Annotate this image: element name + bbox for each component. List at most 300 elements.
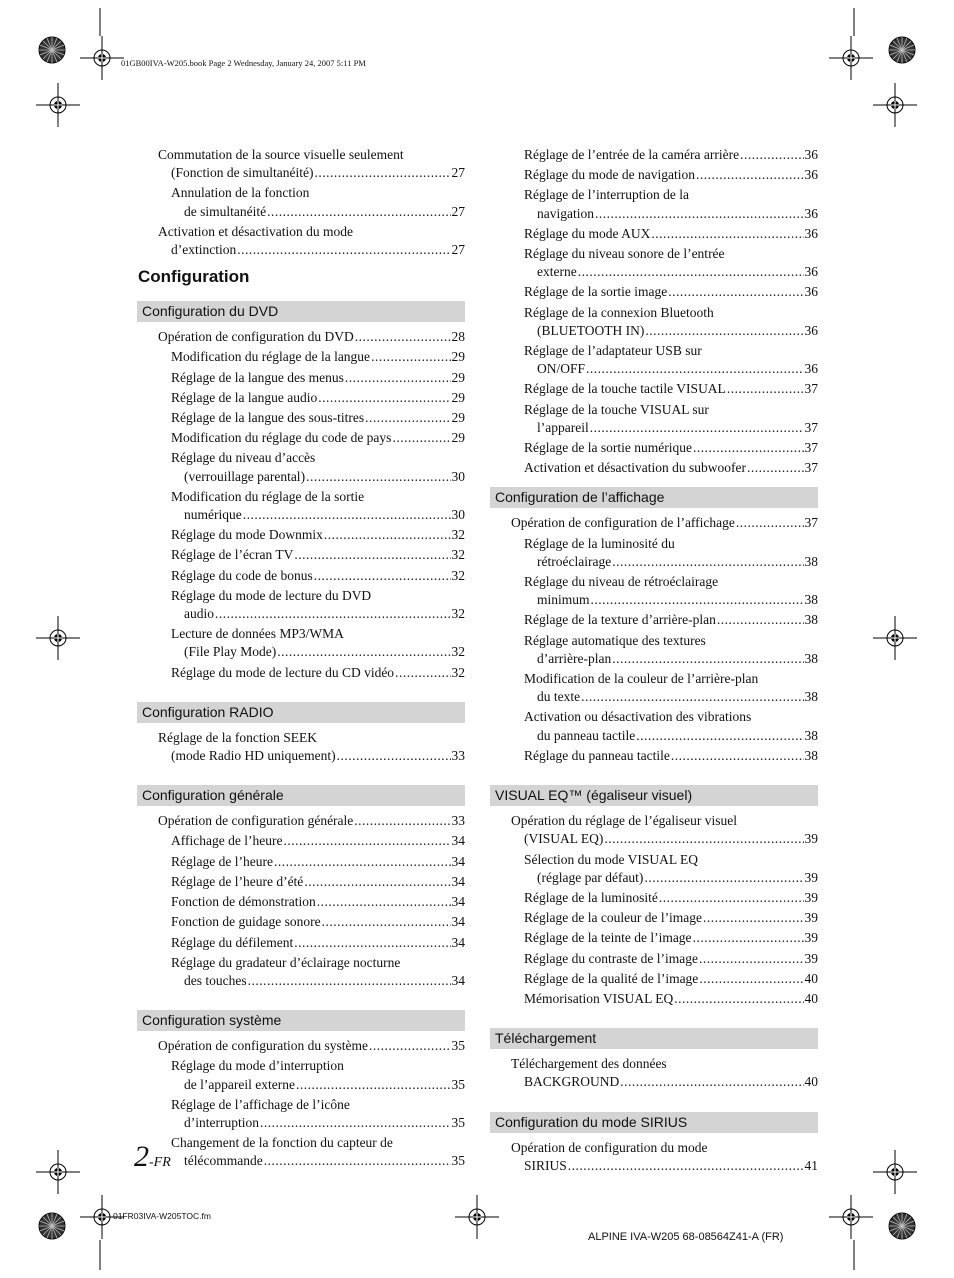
toc-entry bbox=[490, 708, 818, 744]
toc-entry bbox=[490, 1055, 818, 1091]
toc-entry-text: Réglage du code de bonus bbox=[171, 567, 313, 583]
toc-entry bbox=[490, 514, 818, 532]
toc-page-number: 32 bbox=[451, 606, 465, 622]
toc-entry-text: Réglage du mode AUX bbox=[524, 225, 651, 241]
section-heading-bar: Configuration du mode SIRIUS bbox=[490, 1112, 818, 1133]
dot-leader bbox=[595, 205, 804, 223]
toc-page-number: 34 bbox=[451, 894, 465, 910]
toc-entry bbox=[137, 348, 465, 366]
toc-entry bbox=[490, 186, 818, 222]
toc-entry bbox=[490, 439, 818, 457]
toc-entry bbox=[490, 990, 818, 1008]
toc-entry bbox=[137, 223, 465, 259]
toc-entry-text: Réglage du mode d’interruption bbox=[171, 1058, 344, 1074]
starburst-target-icon bbox=[889, 37, 915, 63]
toc-page-number: 27 bbox=[451, 242, 465, 258]
registration-crosshair-icon bbox=[36, 83, 80, 127]
toc-entry-text: BACKGROUND bbox=[524, 1074, 620, 1090]
toc-entry-text: Opération de configuration du DVD bbox=[158, 329, 354, 345]
toc-entry bbox=[137, 893, 465, 911]
toc-page-number: 35 bbox=[451, 1038, 465, 1054]
page-number-digit: 2 bbox=[134, 1140, 149, 1173]
toc-entry-text: Réglage du panneau tactile bbox=[524, 747, 670, 763]
toc-entry-text: Réglage de l’heure bbox=[171, 853, 273, 869]
toc-entry bbox=[137, 488, 465, 524]
toc-entry-text: minimum bbox=[537, 592, 590, 608]
dot-leader bbox=[568, 1157, 804, 1175]
toc-entry bbox=[490, 950, 818, 968]
toc-entry-text: Réglage automatique des textures bbox=[524, 632, 706, 648]
toc-entry bbox=[490, 1139, 818, 1175]
dot-leader bbox=[314, 567, 451, 585]
starburst-target-icon bbox=[39, 1213, 65, 1239]
toc-entry-text: Réglage de l’adaptateur USB sur bbox=[524, 343, 702, 359]
dot-leader bbox=[668, 283, 803, 301]
registration-crosshair-icon bbox=[873, 1150, 917, 1194]
toc-entry bbox=[137, 1057, 465, 1093]
registration-crosshair-icon bbox=[80, 36, 124, 80]
toc-entry-text: Réglage de la teinte de l’image bbox=[524, 930, 692, 946]
toc-entry-text: Modification de la couleur de l’arrière-plan bbox=[524, 671, 759, 687]
dot-leader bbox=[264, 1152, 451, 1170]
toc-entry-text: Réglage de l’affichage de l’icône bbox=[171, 1096, 350, 1112]
toc-page-number: 32 bbox=[451, 644, 465, 660]
toc-entry-text: Réglage de la touche tactile VISUAL bbox=[524, 381, 726, 397]
toc-entry bbox=[490, 889, 818, 907]
toc-entry-text: Réglage du défilement bbox=[171, 934, 294, 950]
toc-entry-text: (mode Radio HD uniquement) bbox=[171, 748, 336, 764]
toc-entry bbox=[137, 449, 465, 485]
toc-entry-list bbox=[137, 729, 465, 767]
toc-page-number: 34 bbox=[451, 972, 465, 988]
toc-page-number: 34 bbox=[451, 853, 465, 869]
toc-entry-text: d’extinction bbox=[171, 242, 237, 258]
dot-leader bbox=[392, 429, 450, 447]
toc-page-number: 27 bbox=[451, 165, 465, 181]
toc-page-number: 35 bbox=[451, 1114, 465, 1130]
toc-entry bbox=[137, 409, 465, 427]
toc-page-number: 29 bbox=[451, 389, 465, 405]
toc-entry-text: (VISUAL EQ) bbox=[524, 831, 604, 847]
toc-entry-text: Téléchargement des données bbox=[511, 1056, 667, 1072]
toc-entry-list bbox=[137, 812, 465, 992]
toc-page-number: 29 bbox=[451, 430, 465, 446]
toc-entry bbox=[137, 526, 465, 544]
toc-entry bbox=[137, 853, 465, 871]
toc-entry bbox=[137, 389, 465, 407]
dot-leader bbox=[274, 853, 451, 871]
toc-entry-text: Fonction de guidage sonore bbox=[171, 914, 321, 930]
toc-entry bbox=[490, 342, 818, 378]
toc-entry bbox=[137, 664, 465, 682]
toc-left-top-entries bbox=[137, 146, 465, 261]
page-number bbox=[134, 1140, 171, 1174]
toc-entry bbox=[490, 459, 818, 477]
dot-leader bbox=[693, 929, 804, 947]
toc-entry-text: Opération de configuration de l’affichage bbox=[511, 515, 735, 531]
toc-page-number: 35 bbox=[451, 1076, 465, 1092]
toc-entry-text: Changement de la fonction du capteur de bbox=[171, 1135, 393, 1151]
toc-page-number: 36 bbox=[804, 205, 818, 221]
toc-entry-text: Réglage de l’heure d’été bbox=[171, 873, 304, 889]
toc-page-number: 29 bbox=[451, 410, 465, 426]
toc-entry-text: Réglage du mode Downmix bbox=[171, 527, 323, 543]
footer-file-name: 01FR03IVA-W205TOC.fm bbox=[113, 1211, 211, 1221]
toc-entry bbox=[137, 873, 465, 891]
toc-entry bbox=[137, 567, 465, 585]
toc-page-number: 32 bbox=[451, 527, 465, 543]
dot-leader bbox=[727, 380, 804, 398]
toc-entry-list bbox=[137, 1037, 465, 1172]
section-heading-bar: Configuration de l’affichage bbox=[490, 487, 818, 508]
toc-entry bbox=[490, 573, 818, 609]
toc-entry-text: Opération de configuration du mode bbox=[511, 1139, 708, 1155]
toc-entry bbox=[490, 747, 818, 765]
dot-leader bbox=[717, 611, 804, 629]
toc-entry-text: Fonction de démonstration bbox=[171, 894, 316, 910]
toc-entry-text: Réglage de la texture d’arrière-plan bbox=[524, 612, 716, 628]
toc-entry-text: Réglage du mode de lecture du DVD bbox=[171, 587, 372, 603]
dot-leader bbox=[283, 832, 450, 850]
dot-leader bbox=[318, 389, 450, 407]
toc-page-number: 33 bbox=[451, 748, 465, 764]
toc-entry bbox=[490, 380, 818, 398]
dot-leader bbox=[322, 913, 451, 931]
toc-entry bbox=[490, 401, 818, 437]
toc-entry-text: Réglage du mode de lecture du CD vidéo bbox=[171, 664, 395, 680]
toc-left-column bbox=[137, 146, 465, 1183]
registration-crosshair-icon bbox=[36, 616, 80, 660]
toc-entry-text: d’interruption bbox=[184, 1114, 259, 1130]
toc-entry-text: Réglage du niveau sonore de l’entrée bbox=[524, 246, 725, 262]
toc-entry-text: du texte bbox=[537, 689, 581, 705]
toc-entry bbox=[137, 934, 465, 952]
section-title: Configuration bbox=[138, 267, 250, 287]
dot-leader bbox=[371, 348, 450, 366]
toc-entry-text: l’appareil bbox=[537, 419, 589, 435]
toc-entry-text: Réglage de la luminosité bbox=[524, 889, 658, 905]
section-heading-bar: Configuration du DVD bbox=[137, 301, 465, 322]
registration-crosshair-icon bbox=[829, 1195, 873, 1239]
toc-page-number: 40 bbox=[804, 990, 818, 1006]
toc-entry-text: Opération du réglage de l’égaliseur visuel bbox=[511, 813, 738, 829]
toc-entry-text: d’arrière-plan bbox=[537, 650, 612, 666]
toc-entry-text: navigation bbox=[537, 205, 594, 221]
toc-entry bbox=[490, 851, 818, 887]
toc-entry-text: Opération de configuration générale bbox=[158, 813, 354, 829]
toc-page-number: 33 bbox=[451, 813, 465, 829]
toc-entry-text: Réglage du mode de navigation bbox=[524, 167, 695, 183]
dot-leader bbox=[267, 203, 450, 221]
toc-page-number: 38 bbox=[804, 592, 818, 608]
file-header-line: 01GB00IVA-W205.book Page 2 Wednesday, January 24, 2007 5:11 PM bbox=[121, 58, 366, 68]
toc-entry-list bbox=[137, 328, 465, 684]
dot-leader bbox=[581, 688, 803, 706]
dot-leader bbox=[612, 553, 803, 571]
toc-entry-text: Réglage de l’interruption de la bbox=[524, 187, 689, 203]
toc-entry-text: du panneau tactile bbox=[537, 727, 636, 743]
toc-page-number: 29 bbox=[451, 349, 465, 365]
toc-entry-text: de simultanéité bbox=[184, 203, 267, 219]
toc-entry-list bbox=[490, 1055, 818, 1093]
dot-leader bbox=[699, 970, 803, 988]
toc-entry-text: Réglage de la touche VISUAL sur bbox=[524, 401, 709, 417]
toc-entry bbox=[137, 546, 465, 564]
toc-entry-text: (File Play Mode) bbox=[184, 644, 277, 660]
toc-page-number: 32 bbox=[451, 547, 465, 563]
toc-entry-text: Mémorisation VISUAL EQ bbox=[524, 990, 674, 1006]
section-heading-bar: VISUAL EQ™ (égaliseur visuel) bbox=[490, 785, 818, 806]
toc-page-number: 38 bbox=[804, 747, 818, 763]
toc-entry-text: (Fonction de simultanéité) bbox=[171, 165, 314, 181]
toc-entry-text: rétroéclairage bbox=[537, 553, 612, 569]
registration-crosshair-icon bbox=[36, 1150, 80, 1194]
toc-page-number: 39 bbox=[804, 930, 818, 946]
toc-page-number: 36 bbox=[804, 322, 818, 338]
toc-entry-text: Réglage du niveau d’accès bbox=[171, 450, 316, 466]
toc-page-number: 34 bbox=[451, 934, 465, 950]
toc-entry-text: des touches bbox=[184, 972, 247, 988]
dot-leader bbox=[365, 409, 450, 427]
toc-entry-text: Réglage de la sortie numérique bbox=[524, 440, 692, 456]
dot-leader bbox=[578, 263, 804, 281]
toc-page-number: 32 bbox=[451, 664, 465, 680]
toc-page-number: 36 bbox=[804, 264, 818, 280]
toc-page-number: 34 bbox=[451, 833, 465, 849]
toc-entry bbox=[137, 729, 465, 765]
toc-entry-text: Affichage de l’heure bbox=[171, 833, 283, 849]
dot-leader bbox=[354, 812, 450, 830]
toc-page-number: 37 bbox=[804, 515, 818, 531]
registration-crosshair-icon bbox=[455, 1195, 499, 1239]
toc-page-number: 34 bbox=[451, 914, 465, 930]
dot-leader bbox=[296, 1076, 451, 1094]
toc-entry bbox=[137, 328, 465, 346]
toc-entry-text: Réglage du gradateur d’éclairage nocturne bbox=[171, 954, 401, 970]
toc-entry bbox=[490, 304, 818, 340]
toc-page-number: 37 bbox=[804, 460, 818, 476]
toc-page-number: 39 bbox=[804, 910, 818, 926]
toc-entry-text: Réglage de la langue audio bbox=[171, 389, 318, 405]
toc-entry-text: Activation ou désactivation des vibrations bbox=[524, 709, 752, 725]
dot-leader bbox=[612, 650, 803, 668]
toc-entry bbox=[490, 283, 818, 301]
section-heading-bar: Configuration système bbox=[137, 1010, 465, 1031]
toc-page-number: 38 bbox=[804, 689, 818, 705]
dot-leader bbox=[215, 605, 451, 623]
toc-entry bbox=[490, 670, 818, 706]
toc-entry-text: (réglage par défaut) bbox=[537, 869, 644, 885]
toc-entry-text: externe bbox=[537, 264, 577, 280]
dot-leader bbox=[304, 873, 450, 891]
toc-entry-text: Réglage de la fonction SEEK bbox=[158, 729, 317, 745]
toc-entry-text: télécommande bbox=[184, 1153, 263, 1169]
toc-entry bbox=[490, 245, 818, 281]
dot-leader bbox=[314, 164, 450, 182]
toc-entry bbox=[490, 812, 818, 848]
toc-entry-text: de l’appareil externe bbox=[184, 1076, 295, 1092]
toc-page-number: 38 bbox=[804, 553, 818, 569]
toc-left-sections bbox=[137, 301, 465, 1182]
dot-leader bbox=[294, 934, 450, 952]
toc-page-number: 40 bbox=[804, 970, 818, 986]
toc-entry-text: Réglage de l’entrée de la caméra arrière bbox=[524, 147, 740, 162]
toc-page-number: 37 bbox=[804, 381, 818, 397]
toc-page-number: 29 bbox=[451, 369, 465, 385]
toc-right-column bbox=[490, 146, 818, 1187]
toc-entry bbox=[490, 146, 818, 164]
toc-entry bbox=[490, 970, 818, 988]
toc-entry-text: Réglage de la qualité de l’image bbox=[524, 970, 699, 986]
dot-leader bbox=[620, 1073, 803, 1091]
dot-leader bbox=[699, 950, 804, 968]
dot-leader bbox=[736, 514, 804, 532]
dot-leader bbox=[237, 241, 450, 259]
toc-entry bbox=[137, 587, 465, 623]
toc-entry-text: numérique bbox=[184, 507, 242, 523]
section-heading-bar: Configuration RADIO bbox=[137, 702, 465, 723]
dot-leader bbox=[395, 664, 450, 682]
toc-page-number: 37 bbox=[804, 419, 818, 435]
toc-page-number: 36 bbox=[804, 361, 818, 377]
toc-entry-text: Réglage du contraste de l’image bbox=[524, 950, 698, 966]
toc-entry-list bbox=[490, 514, 818, 767]
toc-entry bbox=[137, 369, 465, 387]
toc-entry bbox=[137, 1096, 465, 1132]
toc-entry-list bbox=[490, 1139, 818, 1177]
dot-leader bbox=[277, 643, 450, 661]
toc-page-number: 39 bbox=[804, 831, 818, 847]
toc-page-number: 35 bbox=[451, 1153, 465, 1169]
toc-entry bbox=[137, 429, 465, 447]
toc-entry-text: Modification du réglage du code de pays bbox=[171, 430, 392, 446]
toc-entry-text: Commutation de la source visuelle seulement bbox=[158, 147, 404, 162]
toc-entry-text: Activation et désactivation du mode bbox=[158, 223, 353, 239]
dot-leader bbox=[696, 166, 804, 184]
toc-page-number: 27 bbox=[451, 203, 465, 219]
toc-entry-text: Réglage de la couleur de l’image bbox=[524, 910, 703, 926]
toc-page-number: 30 bbox=[451, 507, 465, 523]
dot-leader bbox=[740, 146, 803, 164]
dot-leader bbox=[355, 328, 451, 346]
toc-page-number: 28 bbox=[451, 329, 465, 345]
toc-entry-text: Activation et désactivation du subwoofer bbox=[524, 460, 746, 476]
dot-leader bbox=[693, 439, 804, 457]
toc-entry bbox=[137, 184, 465, 220]
toc-page-number: 38 bbox=[804, 650, 818, 666]
toc-entry-text: Réglage de la langue des menus bbox=[171, 369, 344, 385]
toc-page-number: 38 bbox=[804, 727, 818, 743]
dot-leader bbox=[636, 727, 803, 745]
toc-entry-text: Réglage de l’écran TV bbox=[171, 547, 294, 563]
dot-leader bbox=[248, 972, 451, 990]
toc-right-top-entries bbox=[490, 146, 818, 479]
dot-leader bbox=[674, 990, 803, 1008]
toc-entry bbox=[490, 929, 818, 947]
toc-entry bbox=[137, 625, 465, 661]
dot-leader bbox=[659, 889, 804, 907]
footer-model-line: ALPINE IVA-W205 68-08564Z41-A (FR) bbox=[588, 1231, 784, 1243]
registration-crosshair-icon bbox=[873, 83, 917, 127]
toc-entry bbox=[137, 812, 465, 830]
dot-leader bbox=[243, 506, 451, 524]
toc-entry bbox=[137, 954, 465, 990]
starburst-target-icon bbox=[889, 1213, 915, 1239]
toc-entry bbox=[490, 632, 818, 668]
dot-leader bbox=[645, 322, 803, 340]
dot-leader bbox=[604, 830, 803, 848]
section-heading-bar: Téléchargement bbox=[490, 1028, 818, 1049]
dot-leader bbox=[345, 369, 451, 387]
starburst-target-icon bbox=[39, 37, 65, 63]
toc-entry-text: Réglage de la langue des sous-titres bbox=[171, 410, 365, 426]
dot-leader bbox=[703, 909, 803, 927]
toc-page-number: 41 bbox=[804, 1157, 818, 1173]
toc-entry bbox=[490, 225, 818, 243]
toc-page-number: 40 bbox=[804, 1074, 818, 1090]
toc-entry-text: Modification du réglage de la langue bbox=[171, 349, 371, 365]
section-heading-bar: Configuration générale bbox=[137, 785, 465, 806]
toc-page-number: 37 bbox=[804, 440, 818, 456]
dot-leader bbox=[294, 546, 450, 564]
toc-entry bbox=[137, 146, 465, 182]
page-number-suffix: -FR bbox=[149, 1155, 171, 1170]
toc-page-number: 39 bbox=[804, 889, 818, 905]
dot-leader bbox=[260, 1114, 451, 1132]
toc-page-number: 36 bbox=[804, 284, 818, 300]
toc-page-number: 36 bbox=[804, 147, 818, 162]
dot-leader bbox=[586, 360, 803, 378]
toc-entry-text: (BLUETOOTH IN) bbox=[537, 322, 645, 338]
toc-page-number: 38 bbox=[804, 612, 818, 628]
toc-page-number: 36 bbox=[804, 167, 818, 183]
dot-leader bbox=[306, 468, 450, 486]
toc-entry-text: Sélection du mode VISUAL EQ bbox=[524, 851, 698, 867]
toc-entry bbox=[137, 913, 465, 931]
dot-leader bbox=[590, 419, 804, 437]
dot-leader bbox=[591, 591, 804, 609]
toc-entry bbox=[490, 535, 818, 571]
toc-entry-text: Réglage de la sortie image bbox=[524, 284, 668, 300]
toc-entry-list bbox=[490, 812, 818, 1010]
toc-entry bbox=[137, 1037, 465, 1055]
toc-entry-text: Réglage du niveau de rétroéclairage bbox=[524, 574, 719, 590]
dot-leader bbox=[671, 747, 804, 765]
toc-entry bbox=[490, 909, 818, 927]
dot-leader bbox=[644, 869, 803, 887]
toc-entry bbox=[490, 611, 818, 629]
toc-page-number: 36 bbox=[804, 225, 818, 241]
registration-crosshair-icon bbox=[829, 36, 873, 80]
toc-entry bbox=[137, 1134, 465, 1170]
toc-entry-text: Réglage de la luminosité du bbox=[524, 535, 675, 551]
registration-crosshair-icon bbox=[873, 616, 917, 660]
dot-leader bbox=[747, 459, 804, 477]
toc-page-number: 39 bbox=[804, 869, 818, 885]
toc-entry-text: audio bbox=[184, 606, 214, 622]
dot-leader bbox=[369, 1037, 451, 1055]
toc-entry-text: SIRIUS bbox=[524, 1157, 567, 1173]
dot-leader bbox=[651, 225, 803, 243]
toc-entry-text: ON/OFF bbox=[537, 361, 586, 377]
toc-page-number: 30 bbox=[451, 468, 465, 484]
dot-leader bbox=[317, 893, 451, 911]
toc-entry-text: Annulation de la fonction bbox=[171, 185, 310, 201]
toc-page-number: 39 bbox=[804, 950, 818, 966]
dot-leader bbox=[324, 526, 451, 544]
toc-right-sections bbox=[490, 487, 818, 1186]
toc-entry-text: Modification du réglage de la sortie bbox=[171, 488, 365, 504]
